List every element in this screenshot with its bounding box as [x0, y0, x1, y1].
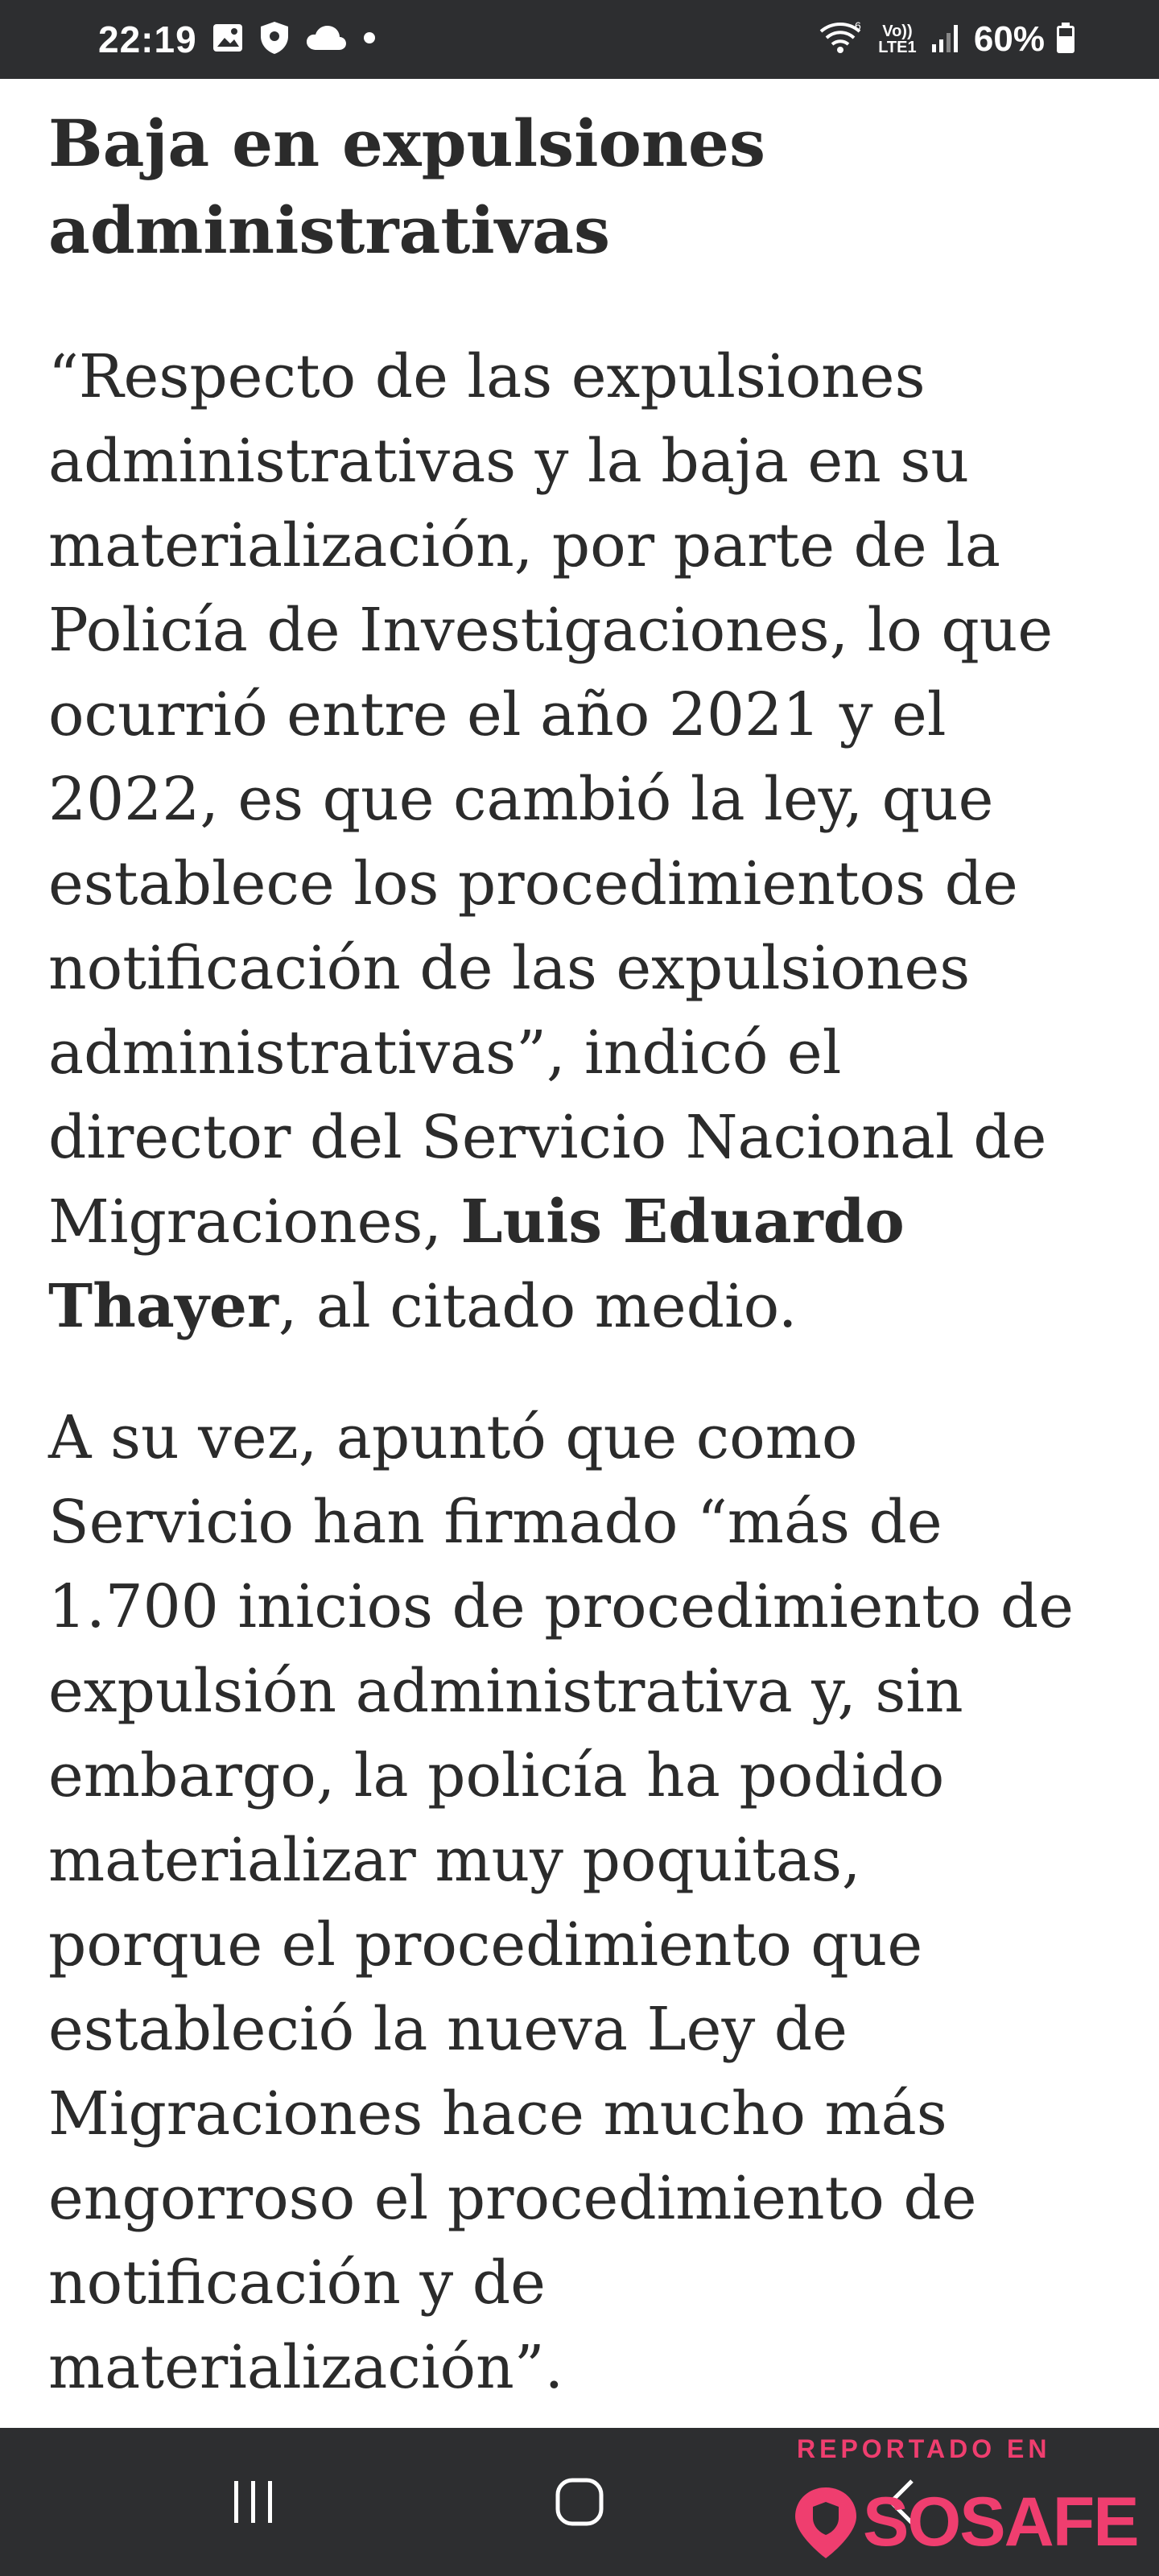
paragraph-line: embargo, la policía ha podido [48, 1741, 945, 1810]
paragraph-line [48, 1180, 1111, 1265]
paragraph-line: “Respecto de las expulsiones [48, 342, 926, 411]
network-type: Vo)) LTE1 [878, 23, 917, 56]
status-bar-right [819, 0, 1075, 79]
gallery-icon [212, 22, 244, 58]
paragraph-line: engorroso el procedimiento de [48, 2164, 977, 2233]
section-heading [48, 100, 1111, 274]
paragraph-line: porque el procedimiento que [48, 1910, 923, 1979]
signal-icon [930, 22, 963, 58]
person-name: Luis Eduardo [460, 1187, 905, 1257]
sosafe-watermark [789, 2431, 1159, 2576]
recents-icon [229, 2479, 278, 2524]
paragraph-line: notificación y de [48, 2248, 546, 2318]
paragraph-line: expulsión administrativa y, sin [48, 1657, 963, 1726]
battery-percent: 60% [973, 19, 1045, 59]
article-paragraph-1 [48, 335, 1111, 1349]
paragraph-line: ocurrió entre el año 2021 y el [48, 680, 947, 749]
paragraph-line: administrativas”, indicó el [48, 1018, 842, 1088]
watermark-brand: SOSAFE [863, 2483, 1138, 2561]
heading-line: administrativas [48, 192, 611, 268]
paragraph-line: director del Servicio Nacional de [48, 1103, 1047, 1172]
watermark-logo [792, 2483, 1138, 2562]
paragraph-line: Migraciones hace mucho más [48, 2079, 947, 2149]
person-name: Thayer [48, 1272, 278, 1341]
status-bar [0, 0, 1159, 79]
paragraph-line: establece los procedimientos de [48, 849, 1018, 919]
paragraph-line: materialización, por parte de la [48, 511, 1000, 580]
article-content [48, 79, 1111, 2410]
wifi-badge: 6 [854, 19, 861, 32]
watermark-caption: REPORTADO EN [797, 2434, 1051, 2463]
paragraph-text: Migraciones, [48, 1187, 461, 1257]
cloud-icon [305, 24, 347, 56]
paragraph-line: materializar muy poquitas, [48, 1826, 861, 1895]
paragraph-line: estableció la nueva Ley de [48, 1995, 848, 2064]
paragraph-line: Policía de Investigaciones, lo que [48, 596, 1054, 665]
paragraph-text: , al citado medio. [278, 1272, 798, 1341]
battery-icon [1056, 22, 1075, 58]
paragraph-line: 2022, es que cambió la ley, que [48, 765, 994, 834]
status-bar-left [98, 0, 377, 79]
heading-line: Baja en expulsiones [48, 105, 765, 181]
wifi-icon [819, 20, 864, 60]
paragraph-line: administrativas y la baja en su [48, 427, 970, 496]
shield-icon [258, 20, 291, 60]
paragraph-line: A su vez, apuntó que como [48, 1403, 858, 1472]
article-paragraph-2 [48, 1396, 1111, 2410]
paragraph-line: 1.700 inicios de procedimiento de [48, 1572, 1074, 1641]
dot-icon [361, 30, 377, 50]
paragraph-line: Servicio han firmado “más de [48, 1488, 942, 1557]
recents-button[interactable] [209, 2428, 298, 2576]
paragraph-line: notificación de las expulsiones [48, 934, 971, 1003]
home-button[interactable] [539, 2428, 620, 2576]
home-icon [554, 2476, 605, 2528]
status-time: 22:19 [98, 19, 197, 60]
paragraph-line [48, 1265, 1111, 1349]
paragraph-line: materialización”. [48, 2333, 564, 2402]
location-pin-icon [792, 2484, 860, 2562]
